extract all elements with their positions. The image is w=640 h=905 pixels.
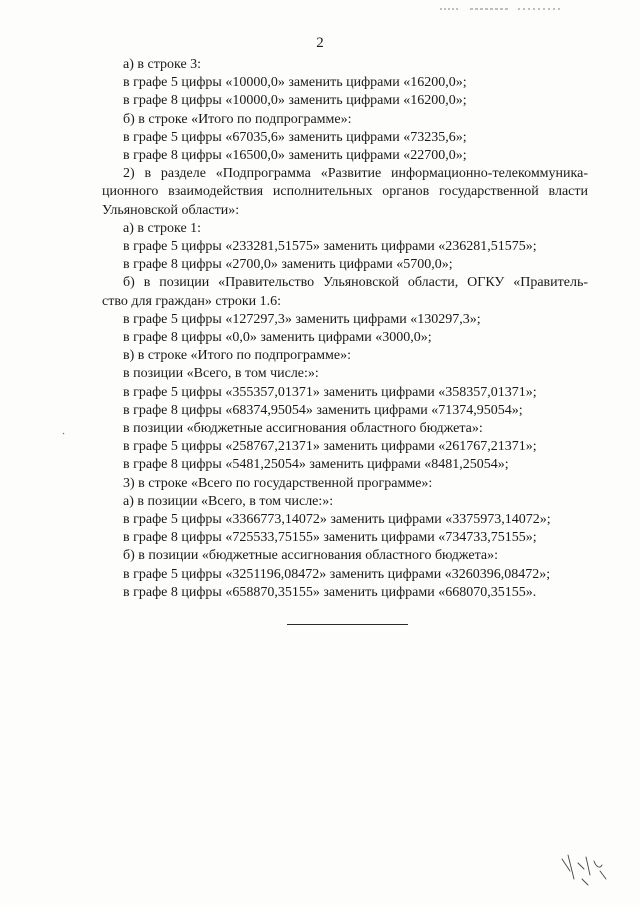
text-line: в графе 8 цифры «16500,0» заменить цифрами «22700,0»; [123,148,467,164]
text-line: в графе 5 цифры «258767,21371» заменить цифрами «261767,21371»; [123,439,537,455]
text-line: ство для граждан» строки 1.6: [102,293,282,309]
text-line: в графе 5 цифры «355357,01371» заменить цифрами «358357,01371»; [123,384,537,400]
text-line: б) в позиции «бюджетные ассигнования областного бюджета»: [123,548,499,564]
text-line: в графе 5 цифры «67035,6» заменить цифрами «73235,6»; [123,129,467,145]
text-line: в графе 5 цифры «127297,3» заменить цифрами «130297,3»; [123,311,481,327]
text-line: 3) в строке «Всего по государственной программе»: [123,475,433,491]
text-line: в) в строке «Итого по подпрограмме»: [123,348,351,364]
text-line: в графе 8 цифры «5481,25054» заменить цифрами «8481,25054»; [123,457,509,473]
text-line: в графе 8 цифры «10000,0» заменить цифрами «16200,0»; [123,93,467,109]
text-line: Ульяновской области»: [102,202,240,218]
text-line: а) в строке 3: [123,57,202,72]
page-number: 2 [316,35,324,51]
amendment-text-body [102,56,588,602]
text-line: в позиции «бюджетные ассигнования областного бюджета»: [123,421,483,437]
text-line: б) в строке «Итого по подпрограмме»: [123,111,352,127]
text-line: в графе 5 цифры «233281,51575» заменить цифрами «236281,51575»; [123,239,537,255]
text-line: в графе 8 цифры «0,0» заменить цифрами «3000,0»; [123,330,432,346]
text-line: ционного взаимодействия исполнительных органов государственной власти [102,184,588,200]
text-line: в графе 5 цифры «3251196,08472» заменить цифрами «3260396,08472»; [123,566,551,582]
text-line: в позиции «Всего, в том числе:»: [123,366,319,382]
text-line: б) в позиции «Правительство Ульяновской области, ОГКУ «Правитель- [123,275,588,291]
scan-dot-mark [62,432,65,435]
scan-artifact-marks [440,6,560,12]
closing-rule [287,624,408,625]
text-line: 2) в разделе «Подпрограмма «Развитие информационно-телекоммуника- [123,166,588,182]
text-line: в графе 5 цифры «10000,0» заменить цифрами «16200,0»; [123,75,467,91]
text-line: в графе 8 цифры «658870,35155» заменить цифрами «668070,35155». [123,584,537,600]
text-line: в графе 8 цифры «68374,95054» заменить цифрами «71374,95054»; [123,402,523,418]
handwritten-initials-mark [556,849,616,889]
text-line: а) в позиции «Всего, в том числе:»: [123,493,334,509]
text-line: в графе 8 цифры «725533,75155» заменить цифрами «734733,75155»; [123,530,537,546]
text-line: в графе 5 цифры «3366773,14072» заменить цифрами «3375973,14072»; [123,512,551,528]
text-line: а) в строке 1: [123,220,202,236]
text-line: в графе 8 цифры «2700,0» заменить цифрами «5700,0»; [123,257,453,273]
